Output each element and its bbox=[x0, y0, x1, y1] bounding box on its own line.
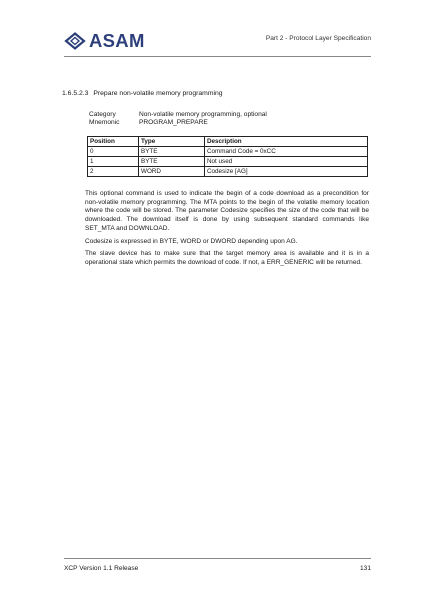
cell-description: Not used bbox=[205, 157, 368, 167]
mnemonic-label: Mnemonic bbox=[89, 119, 120, 127]
section-title: Prepare non-volatile memory programming bbox=[93, 90, 223, 97]
table-row bbox=[88, 167, 368, 177]
cell-position: 0 bbox=[88, 147, 139, 157]
cell-type: BYTE bbox=[139, 147, 205, 157]
asam-logo bbox=[64, 31, 145, 51]
command-meta bbox=[89, 111, 267, 128]
page-number: 131 bbox=[359, 565, 371, 572]
header-type: Type bbox=[139, 137, 205, 147]
category-row bbox=[89, 111, 267, 119]
table-row bbox=[88, 157, 368, 167]
table-header-row bbox=[88, 137, 368, 147]
header-position: Position bbox=[88, 137, 139, 147]
cell-position: 2 bbox=[88, 167, 139, 177]
cell-type: WORD bbox=[139, 167, 205, 177]
footer-version: XCP Version 1.1 Release bbox=[64, 565, 139, 572]
category-label: Category bbox=[89, 111, 116, 118]
body-paragraph: The slave device has to make sure that the target memory area is available and it is in a operational state which permits the download of code. If not, a ERR_GENERIC will be returned. bbox=[85, 250, 369, 266]
category-value: Non-volatile memory programming, optional bbox=[139, 111, 267, 118]
header-title: Part 2 - Protocol Layer Specification bbox=[265, 35, 371, 42]
mnemonic-row bbox=[89, 119, 267, 127]
mnemonic-value: PROGRAM_PREPARE bbox=[139, 119, 208, 127]
table-row bbox=[88, 147, 368, 157]
body-text bbox=[85, 190, 369, 272]
body-paragraph: This optional command is used to indicate the begin of a code download as a precondition for non-volatile memory programming. The MTA points to the begin of the volatile memory location where the code will be stored. The parameter Codesize specifies the size of the code that will be downloaded. The download itself is done by using subsequent standard commands like SET_MTA and DOWNLOAD. bbox=[85, 190, 369, 232]
section-heading bbox=[62, 90, 223, 97]
header-divider bbox=[64, 56, 371, 57]
cell-type: BYTE bbox=[139, 157, 205, 167]
header-description: Description bbox=[205, 137, 368, 147]
cell-description: Codesize [AG] bbox=[205, 167, 368, 177]
logo-text: ASAM bbox=[89, 30, 145, 51]
parameter-table bbox=[87, 136, 368, 177]
cell-position: 1 bbox=[88, 157, 139, 167]
asam-logo-mark-icon bbox=[64, 32, 86, 50]
cell-description: Command Code = 0xCC bbox=[205, 147, 368, 157]
footer-divider bbox=[64, 558, 371, 559]
body-paragraph: Codesize is expressed in BYTE, WORD or DWORD depending upon AG. bbox=[85, 237, 298, 245]
section-number: 1.6.5.2.3 bbox=[62, 90, 89, 97]
